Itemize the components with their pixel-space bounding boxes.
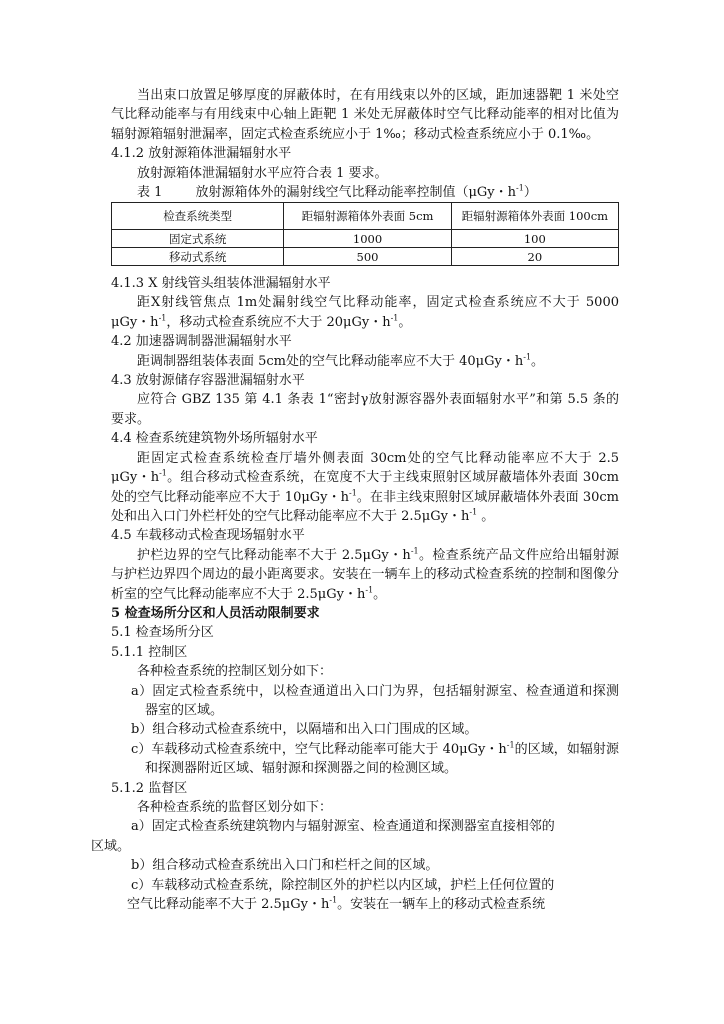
text-run: 的区域，如辐射源和探测器附近区域、辐射源和探测器之间的检测区域。 bbox=[145, 741, 619, 777]
table-caption bbox=[137, 183, 619, 202]
list-item-a: a）固定式检查系统中，以检查通道出入口门为界，包括辐射源室、检查通道和探测器室的区域。 bbox=[131, 683, 619, 718]
text-run: 空气比释动能率不大于 2.5μGy・h bbox=[127, 897, 330, 913]
unit-exponent: -1 bbox=[410, 546, 419, 556]
unit-exponent: -1 bbox=[390, 313, 399, 323]
text-run: 。检查系统产品文件应给出辐射源与护栏边界四个周边的最小距离要求。安装在一辆车上的移动式检查系统的控制和图像分析室的空气比释动能率应不大于 2.5μGy・h bbox=[111, 547, 619, 602]
table-title: 放射源箱体外的漏射线空气比释动能率控制值（μGy・h bbox=[195, 185, 517, 201]
text-run: 距调制器组装体表面 5cm处的空气比释动能率应不大于 40μGy・h bbox=[137, 353, 524, 369]
table-cell: 固定式系统 bbox=[112, 230, 284, 248]
text-column bbox=[91, 86, 619, 914]
table-title-end: ） bbox=[523, 185, 537, 201]
paragraph-4-1-3 bbox=[111, 293, 619, 332]
unit-exponent: -1 bbox=[329, 895, 338, 905]
table-row bbox=[112, 230, 619, 248]
text-run: c）车载移动式检查系统，除控制区外的护栏以内区域，护栏上任何位置的 bbox=[131, 877, 555, 893]
unit-exponent: -1 bbox=[158, 313, 167, 323]
heading-4-1-2: 4.1.2 放射源箱体泄漏辐射水平 bbox=[111, 146, 292, 162]
unit-exponent: -1 bbox=[506, 740, 515, 750]
text-run: ，移动式检查系统应不大于 20μGy・h bbox=[166, 314, 391, 330]
heading-4-1-3: 4.1.3 X 射线管头组装体泄漏辐射水平 bbox=[111, 276, 331, 292]
text-run: 区域。 bbox=[91, 838, 131, 854]
table-header-cell: 检查系统类型 bbox=[112, 203, 284, 230]
heading-4-5: 4.5 车载移动式检查现场辐射水平 bbox=[111, 528, 305, 544]
text-run: c）车载移动式检查系统中，空气比释动能率可能大于 40μGy・h bbox=[131, 741, 507, 757]
table-title-unit-exponent: -1 bbox=[516, 183, 524, 193]
table-header-row bbox=[112, 203, 619, 230]
table-cell: 20 bbox=[451, 248, 618, 266]
heading-4-2: 4.2 加速器调制器泄漏辐射水平 bbox=[111, 334, 292, 350]
leakage-limits-table bbox=[111, 202, 619, 266]
table-header-cell: 距辐射源箱体外表面 100cm bbox=[451, 203, 618, 230]
text-run: 。 bbox=[477, 508, 495, 524]
list-item-b: b）组合移动式检查系统中，以隔墙和出入口门围成的区域。 bbox=[131, 722, 478, 738]
table-header-cell: 距辐射源箱体外表面 5cm bbox=[284, 203, 451, 230]
text-run: 。在非主线束照射区域屏蔽墙体外表面 30cm处和出入口门外栏杆处的空气比释动能率应不大于 2.5μGy・h bbox=[111, 489, 619, 524]
paragraph-4-3: 应符合 GBZ 135 第 4.1 条表 1“密封γ放射源容器外表面辐射水平”和第 5.5 条的要求。 bbox=[111, 392, 619, 427]
text-run: 距X射线管焦点 1m处漏射线空气比释动能率，固定式检查系统应不大于 5000 μGy・h bbox=[111, 295, 619, 330]
text-run: a）固定式检查系统建筑物内与辐射源室、检查通道和探测器室直接相邻的 bbox=[131, 819, 555, 835]
text-run: 。安装在一辆车上的移动式检查系统 bbox=[337, 897, 546, 913]
table-cell: 100 bbox=[451, 230, 618, 248]
paragraph-leakage-rate: 当出束口放置足够厚度的屏蔽体时，在有用线束以外的区域，距加速器靶 1 米处空气比释动能率与有用线束中心轴上距靶 1 米处无屏蔽体时空气比释动能率的相对比值为辐射源箱辐射泄漏率，固定式检查系统应小于 1‰；移动式检查系统应小于 0.1‰。 bbox=[111, 88, 619, 142]
heading-4-3: 4.3 放射源储存容器泄漏辐射水平 bbox=[111, 373, 305, 389]
heading-5-1-2: 5.1.2 监督区 bbox=[111, 780, 188, 796]
heading-5: 5 检查场所分区和人员活动限制要求 bbox=[111, 605, 320, 621]
paragraph-4-1-2: 放射源箱体泄漏辐射水平应符合表 1 要求。 bbox=[137, 165, 388, 181]
text-run: 。 bbox=[531, 353, 545, 369]
unit-exponent: -1 bbox=[365, 585, 374, 595]
paragraph-4-5 bbox=[111, 546, 619, 604]
list-item-a bbox=[91, 817, 619, 856]
text-run: 护栏边界的空气比释动能率不大于 2.5μGy・h bbox=[137, 547, 411, 563]
text-run: 。组合移动式检查系统，在宽度不大于主线束照射区域屏蔽墙体外表面 30cm处的空气比释动能率应不大于 10μGy・h bbox=[111, 470, 619, 505]
table-cell: 1000 bbox=[284, 230, 451, 248]
unit-exponent: -1 bbox=[349, 488, 357, 498]
table-row bbox=[112, 248, 619, 266]
paragraph-5-1-2: 各种检查系统的监督区划分如下： bbox=[137, 800, 333, 815]
table-cell: 移动式系统 bbox=[112, 248, 284, 266]
list-item-c bbox=[111, 876, 619, 915]
unit-exponent: -1 bbox=[523, 352, 532, 362]
text-run: 距固定式检查系统检查厅墙外侧表面 30cm处的空气比释动能率应不大于 2.5 μGy・h bbox=[111, 450, 619, 486]
heading-5-1-1: 5.1.1 控制区 bbox=[111, 644, 188, 660]
list-item-b: b）组合移动式检查系统出入口门和栏杆之间的区域。 bbox=[131, 858, 439, 874]
paragraph-5-1-1: 各种检查系统的控制区划分如下： bbox=[137, 664, 333, 680]
text-run: 。 bbox=[373, 586, 387, 602]
unit-exponent: -1 bbox=[159, 468, 167, 478]
heading-4-4: 4.4 检查系统建筑物外场所辐射水平 bbox=[111, 431, 318, 447]
list-item-c bbox=[125, 740, 619, 779]
text-run: 。 bbox=[398, 314, 412, 330]
paragraph-4-4 bbox=[111, 449, 619, 527]
heading-5-1: 5.1 检查场所分区 bbox=[111, 625, 214, 641]
table-label: 表 1 bbox=[137, 185, 163, 201]
table-cell: 500 bbox=[284, 248, 451, 266]
unit-exponent: -1 bbox=[469, 507, 478, 517]
paragraph-4-2 bbox=[111, 352, 619, 371]
